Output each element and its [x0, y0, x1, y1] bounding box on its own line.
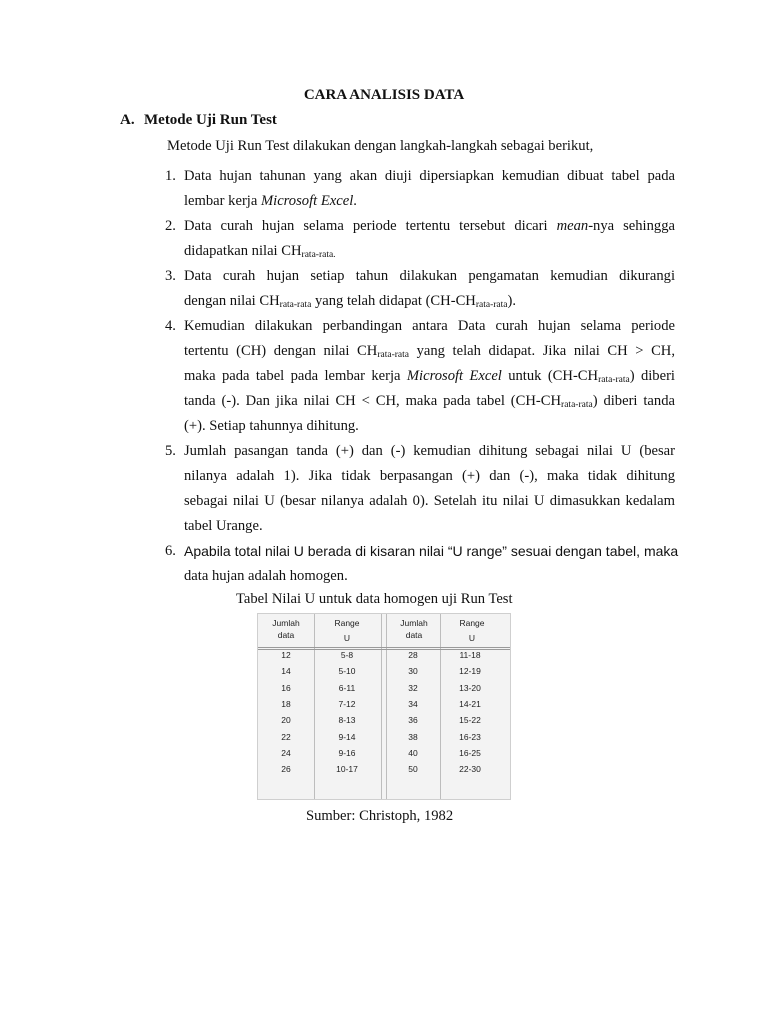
text-run: ) diberi tanda — [592, 393, 675, 409]
cell-range-u: 15-22 — [459, 715, 481, 726]
text-run: Apabila total nilai U berada di kisaran nilai “U range” sesuai dengan tabel, maka — [184, 543, 679, 559]
cell-jumlah-data: 20 — [281, 715, 291, 726]
header-jumlah-1 — [266, 617, 306, 641]
header-range-2-line1: Range — [459, 618, 485, 628]
cell-range-u: 13-20 — [459, 682, 481, 693]
text-run: dengan nilai CH — [184, 293, 280, 309]
header-jumlah-2 — [394, 617, 434, 641]
cell-range-u: 8-13 — [338, 715, 356, 726]
step-line — [184, 489, 675, 514]
text-run: Kemudian dilakukan perbandingan antara Data curah hujan selama periode — [184, 318, 675, 334]
step-text — [184, 439, 675, 539]
text-run: lembar kerja — [184, 193, 261, 209]
table-divider — [386, 614, 387, 799]
cell-range-u: 14-21 — [459, 698, 481, 709]
italic-term: Microsoft Excel — [406, 368, 502, 384]
header-range-2-line2: U — [468, 633, 476, 643]
text-run: tabel Urange. — [184, 518, 263, 534]
cell-range-u: 5-10 — [338, 666, 356, 677]
header-jumlah-2-line2: data — [405, 630, 423, 640]
step-text — [184, 264, 675, 314]
header-range-1-line2: U — [343, 633, 351, 643]
section-letter: A. — [120, 112, 135, 128]
section-heading — [120, 112, 277, 129]
subscript: rata-rata. — [301, 250, 336, 260]
table-divider — [381, 614, 382, 799]
step-line — [184, 339, 675, 364]
step-number: 4. — [165, 318, 176, 334]
cell-jumlah-data: 24 — [281, 747, 291, 758]
step-line — [184, 314, 675, 339]
cell-jumlah-data: 14 — [281, 666, 291, 677]
cell-range-u: 12-19 — [459, 666, 481, 677]
text-run: nilanya adalah 1). Jika tidak berpasangan (+) dan (-), maka tidak dihitung — [184, 468, 675, 484]
step-line — [184, 414, 675, 439]
cell-range-u: 9-16 — [338, 747, 356, 758]
header-jumlah-2-line1: Jumlah — [400, 618, 428, 628]
text-run: Jumlah pasangan tanda (+) dan (-) kemudian dihitung sebagai nilai U (besar — [184, 443, 675, 459]
table-header-rule — [258, 647, 510, 648]
text-run: Data curah hujan setiap tahun dilakukan pengamatan kemudian dikurangi — [184, 268, 675, 284]
cell-range-u: 16-25 — [459, 747, 481, 758]
cell-jumlah-data: 16 — [281, 682, 291, 693]
cell-jumlah-data: 40 — [408, 747, 418, 758]
step-number: 1. — [165, 168, 176, 184]
cell-range-u: 16-23 — [459, 731, 481, 742]
cell-jumlah-data: 28 — [408, 650, 418, 660]
cell-range-u: 11-18 — [459, 650, 481, 660]
text-run: data hujan adalah homogen. — [184, 568, 348, 584]
step-line — [184, 214, 675, 239]
text-run: -nya sehingga — [588, 218, 675, 234]
cell-jumlah-data: 34 — [408, 698, 418, 709]
steps-list — [165, 164, 679, 589]
text-run: tertentu (CH) dengan nilai CH — [184, 343, 378, 359]
subscript: rata-rata — [279, 300, 312, 310]
step-line — [184, 164, 675, 189]
subscript: rata-rata — [475, 300, 508, 310]
step-line — [184, 189, 675, 214]
step-line — [184, 514, 675, 539]
step-line — [184, 289, 675, 314]
cell-range-u: 10-17 — [336, 764, 358, 775]
cell-jumlah-data: 22 — [281, 731, 291, 742]
cell-range-u: 22-30 — [459, 764, 481, 775]
text-run: tanda (-). Dan jika nilai CH < CH, maka pada tabel (CH-CH — [184, 393, 562, 409]
header-range-1-line1: Range — [334, 618, 360, 628]
document-title: CARA ANALISIS DATA — [303, 87, 465, 103]
step-line — [184, 439, 675, 464]
cell-range-u: 5-8 — [340, 650, 354, 660]
step-number: 3. — [165, 268, 176, 284]
text-run: ) diberi — [629, 368, 675, 384]
text-run: yang telah didapat (CH-CH — [311, 293, 476, 309]
cell-jumlah-data: 36 — [408, 715, 418, 726]
step-line — [184, 464, 675, 489]
step-item — [165, 439, 675, 539]
step-line — [184, 239, 675, 264]
step-line — [184, 264, 675, 289]
text-run: Data hujan tahunan yang akan diuji dipersiapkan kemudian dibuat tabel pada — [184, 168, 675, 184]
header-range-1 — [320, 617, 374, 644]
header-jumlah-1-line1: Jumlah — [272, 618, 300, 628]
text-run: maka pada tabel pada lembar kerja — [184, 368, 407, 384]
table-caption: Tabel Nilai U untuk data homogen uji Run Test — [236, 591, 513, 607]
intro-paragraph: Metode Uji Run Test dilakukan dengan langkah-langkah sebagai berikut, — [167, 138, 594, 154]
cell-jumlah-data: 50 — [408, 764, 418, 775]
cell-jumlah-data: 32 — [408, 682, 418, 693]
step-text — [184, 214, 675, 264]
step-item — [165, 214, 675, 264]
header-range-2 — [444, 617, 500, 644]
text-run: untuk (CH-CH — [501, 368, 599, 384]
subscript: rata-rata — [598, 375, 630, 385]
step-text — [184, 539, 678, 589]
table-divider — [314, 614, 315, 799]
step-number: 5. — [165, 443, 176, 459]
step-line — [184, 539, 678, 564]
step-item — [165, 314, 675, 439]
step-number: 2. — [165, 218, 176, 234]
u-range-table — [257, 613, 511, 800]
cell-jumlah-data: 30 — [408, 666, 418, 677]
subscript: rata-rata — [561, 400, 593, 410]
cell-range-u: 6-11 — [338, 682, 356, 693]
text-run: yang telah didapat. Jika nilai CH > CH, — [408, 343, 675, 359]
table-source: Sumber: Christoph, 1982 — [306, 808, 454, 824]
text-run: didapatkan nilai CH — [184, 243, 302, 259]
italic-term: Microsoft Excel — [260, 193, 354, 209]
text-run: Data curah hujan selama periode tertentu tersebut dicari — [184, 218, 557, 234]
text-run: (+). Setiap tahunnya dihitung. — [184, 418, 359, 434]
header-jumlah-1-line2: data — [277, 630, 295, 640]
cell-jumlah-data: 12 — [281, 650, 291, 660]
cell-jumlah-data: 38 — [408, 731, 418, 742]
cell-jumlah-data: 26 — [281, 764, 291, 775]
step-number: 6. — [165, 543, 176, 559]
section-label: Metode Uji Run Test — [144, 112, 277, 128]
subscript: rata-rata — [377, 350, 409, 360]
step-item — [165, 164, 675, 214]
step-text — [184, 164, 675, 214]
step-line — [184, 364, 675, 389]
cell-range-u: 7-12 — [338, 698, 356, 709]
step-line — [184, 389, 675, 414]
step-item — [165, 539, 679, 589]
step-item — [165, 264, 675, 314]
step-text — [184, 314, 675, 439]
cell-range-u: 9-14 — [338, 731, 356, 742]
cell-jumlah-data: 18 — [281, 698, 291, 709]
text-run: . — [353, 193, 357, 209]
text-run: sebagai nilai U (besar nilanya adalah 0). Setelah itu nilai U dimasukkan kedalam — [184, 493, 675, 509]
text-run: ). — [507, 293, 516, 309]
step-line — [184, 564, 678, 589]
italic-term: mean — [556, 218, 589, 234]
